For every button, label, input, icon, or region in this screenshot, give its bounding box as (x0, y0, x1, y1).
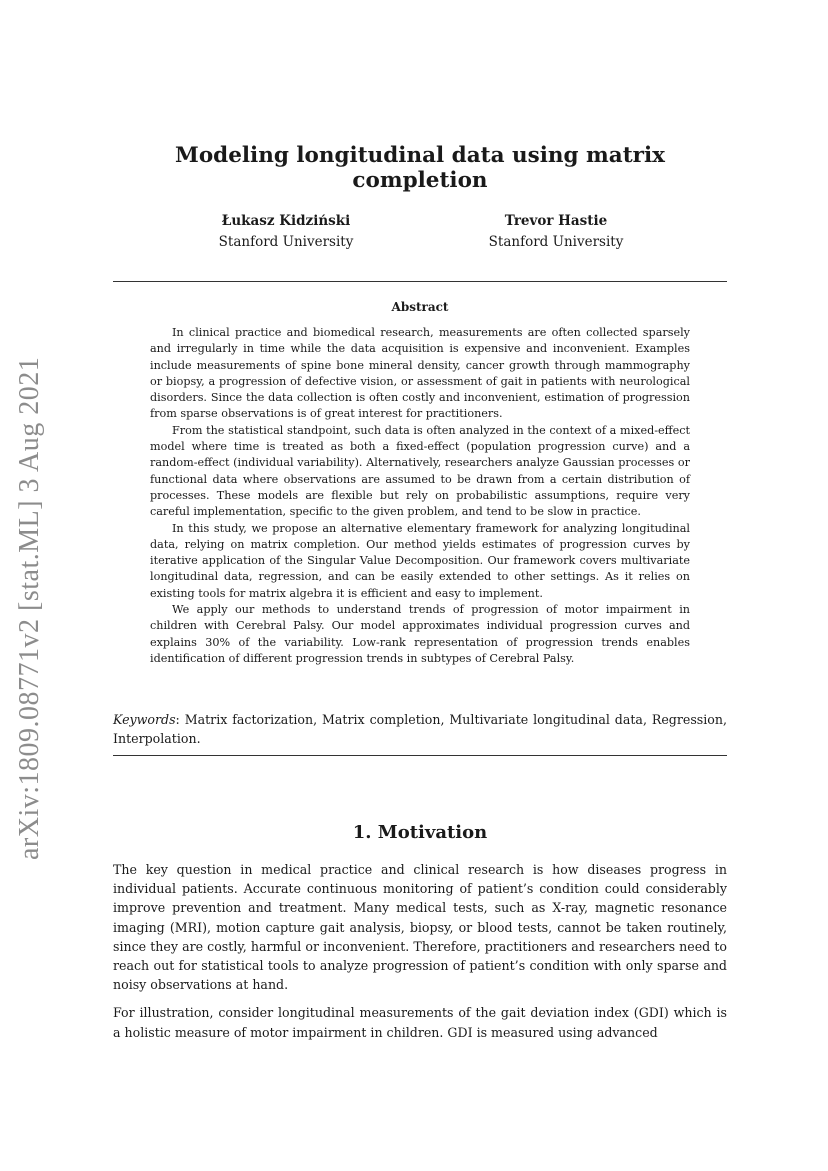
author-affiliation: Stanford University (488, 234, 624, 250)
abstract-body (150, 325, 690, 667)
keywords-text: : Matrix factorization, Matrix completion, Multivariate longitudinal data, Regression, Interpolation. (113, 712, 727, 746)
abstract-paragraph: In this study, we propose an alternative elementary framework for analyzing longitudinal data, relying on matrix completion. Our method yields estimates of progression curves by iterative application of the Singular Value Decomposition. Our framework covers multivariate longitudinal data, regression, and can be easily extended to other settings. As it relies on existing tools for matrix algebra it is efficient and easy to implement. (150, 521, 690, 600)
bottom-divider (113, 755, 727, 756)
keywords-label: Keywords (113, 712, 176, 727)
abstract-paragraph: From the statistical standpoint, such data is often analyzed in the context of a mixed-effect model where time is treated as both a fixed-effect (population progression curve) and a random-effect (individual variability). Alternatively, researchers analyze Gaussian processes or functional data where observations are assumed to be drawn from a certain distribution of processes. These models are flexible but rely on probabilistic assumptions, require very careful implementation, specific to the given problem, and tend to be slow in practice. (150, 423, 690, 519)
body-paragraph: The key question in medical practice and clinical research is how diseases progress in individual patients. Accurate continuous monitoring of patient’s condition could considerably improve prevention and treatment. Many medical tests, such as X-ray, magnetic resonance imaging (MRI), motion capture gait analysis, biopsy, or blood tests, cannot be taken routinely, since they are costly, harmful or inconvenient. Therefore, practitioners and researchers need to reach out for statistical tools to analyze progression of patient’s condition with only sparse and noisy observations at hand. (113, 862, 727, 993)
arxiv-side-stamp (10, 356, 50, 860)
top-divider (113, 281, 727, 282)
author-name: Trevor Hastie (504, 213, 608, 229)
body-paragraph: For illustration, consider longitudinal measurements of the gait deviation index (GDI) which is a holistic measure of motor impairment in children. GDI is measured using advanced (113, 1005, 727, 1040)
author-affiliation: Stanford University (218, 234, 354, 250)
author-block-1 (176, 211, 396, 253)
keywords (113, 710, 727, 748)
arxiv-identifier: arXiv:1809.08771v2 [stat.ML] 3 Aug 2021 (14, 356, 45, 860)
abstract-paragraph: We apply our methods to understand trends of progression of motor impairment in children with Cerebral Palsy. Our model approximates individual progression curves and explains 30% of the variability. Low-rank representation of progression trends enables identification of different progression trends in subtypes of Cerebral Palsy. (150, 603, 690, 665)
paper-title: Modeling longitudinal data using matrix completion (175, 143, 665, 193)
abstract-heading: Abstract (391, 300, 449, 314)
abstract-paragraph: In clinical practice and biomedical research, measurements are often collected sparsely and irregularly in time while the data acquisition is expensive and inconvenient. Examples include measurements of spine bone mineral density, cancer growth through mammography or biopsy, a progression of defective vision, or assessment of gait in patients with neurological disorders. Since the data collection is often costly and inconvenient, estimation of progression from sparse observations is of great interest for practitioners. (150, 326, 690, 421)
section-body (113, 860, 727, 1051)
section-heading: 1. Motivation (352, 822, 488, 843)
author-name: Łukasz Kidziński (221, 213, 351, 229)
author-block-2 (446, 211, 666, 253)
